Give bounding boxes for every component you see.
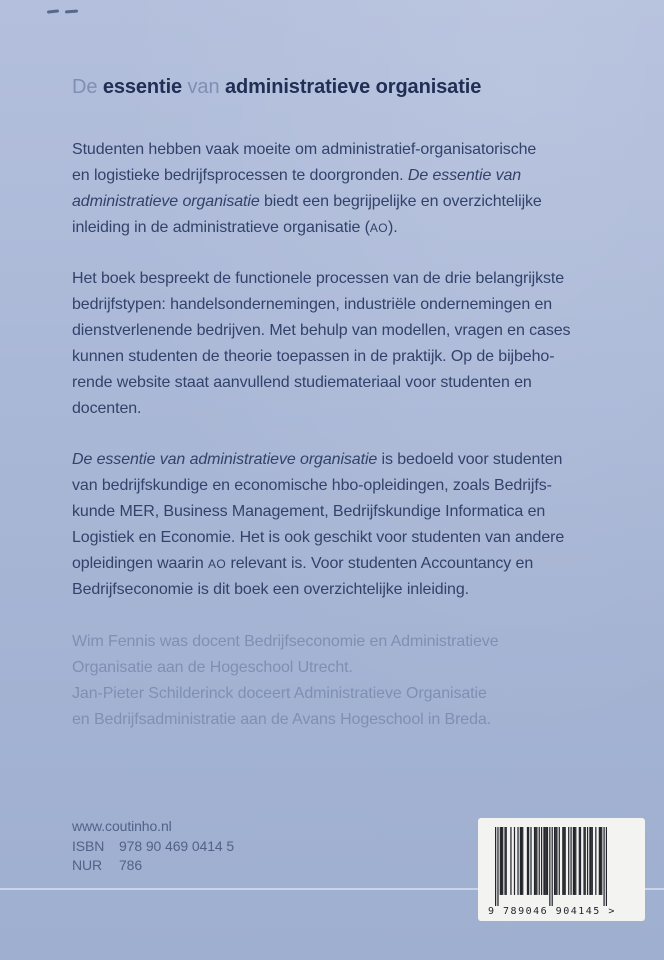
barcode-digits: 9 789046 904145 > <box>488 906 616 917</box>
text-line: inleiding in de administratieve organisatie (AO). <box>72 219 398 236</box>
paragraph-intro <box>72 137 632 241</box>
publisher-website: www.coutinho.nl <box>72 818 172 834</box>
isbn-value: 978 90 469 0414 5 <box>119 837 235 854</box>
text-line: Organisatie aan de Hogeschool Utrecht. <box>72 659 353 676</box>
text-line: kunde MER, Business Management, Bedrijfskundige Informatica en <box>72 503 546 520</box>
nur-row <box>72 856 234 876</box>
scuff-mark <box>65 10 78 14</box>
text-line: en Bedrijfsadministratie aan de Avans Hogeschool in Breda. <box>72 711 492 728</box>
barcode-bars-icon <box>495 827 607 906</box>
text-line: bedrijfstypen: handelsondernemingen, industriële ondernemingen en <box>72 296 553 313</box>
text-line: rende website staat aanvullend studiemateriaal voor studenten en <box>72 374 532 391</box>
text-line: opleidingen waarin AO relevant is. Voor studenten Accountancy en <box>72 555 534 572</box>
text-line: Wim Fennis was docent Bedrijfseconomie en Administratieve <box>72 633 499 650</box>
barcode <box>478 818 645 921</box>
text-line: kunnen studenten de theorie toepassen in de praktijk. Op de bijbeho- <box>72 348 555 365</box>
text-line: van bedrijfskundige en economische hbo-opleidingen, zoals Bedrijfs- <box>72 477 552 494</box>
text-line: Studenten hebben vaak moeite om administratief-organisatorische <box>72 141 537 158</box>
isbn-label: ISBN <box>72 837 105 854</box>
text-line: Jan-Pieter Schilderinck doceert Administratieve Organisatie <box>72 685 487 702</box>
nur-value: 786 <box>119 857 143 873</box>
paragraph-book-content <box>72 266 632 422</box>
scuff-mark <box>47 9 59 13</box>
paragraph-audience <box>72 447 632 603</box>
text-line: Bedrijfseconomie is dit boek een overzichtelijke inleiding. <box>72 581 469 598</box>
text-line: docenten. <box>72 400 142 417</box>
text-line: dienstverlenende bedrijven. Met behulp van modellen, vragen en cases <box>72 322 571 339</box>
text-line: Logistiek en Economie. Het is ook geschikt voor studenten van andere <box>72 529 565 546</box>
authors-note <box>72 629 632 733</box>
text-line: en logistieke bedrijfsprocessen te doorgronden. De essentie van <box>72 167 522 184</box>
isbn-row <box>72 837 234 857</box>
text-line: De essentie van administratieve organisatie is bedoeld voor studenten <box>72 451 563 468</box>
nur-label: NUR <box>72 857 103 873</box>
text-line: De essentie van administratieve organisatie <box>72 76 482 98</box>
publisher-info <box>72 817 234 876</box>
text-line: Het boek bespreekt de functionele processen van de drie belangrijkste <box>72 270 565 287</box>
book-title <box>72 74 481 100</box>
text-line: administratieve organisatie biedt een begrijpelijke en overzichtelijke <box>72 193 542 210</box>
